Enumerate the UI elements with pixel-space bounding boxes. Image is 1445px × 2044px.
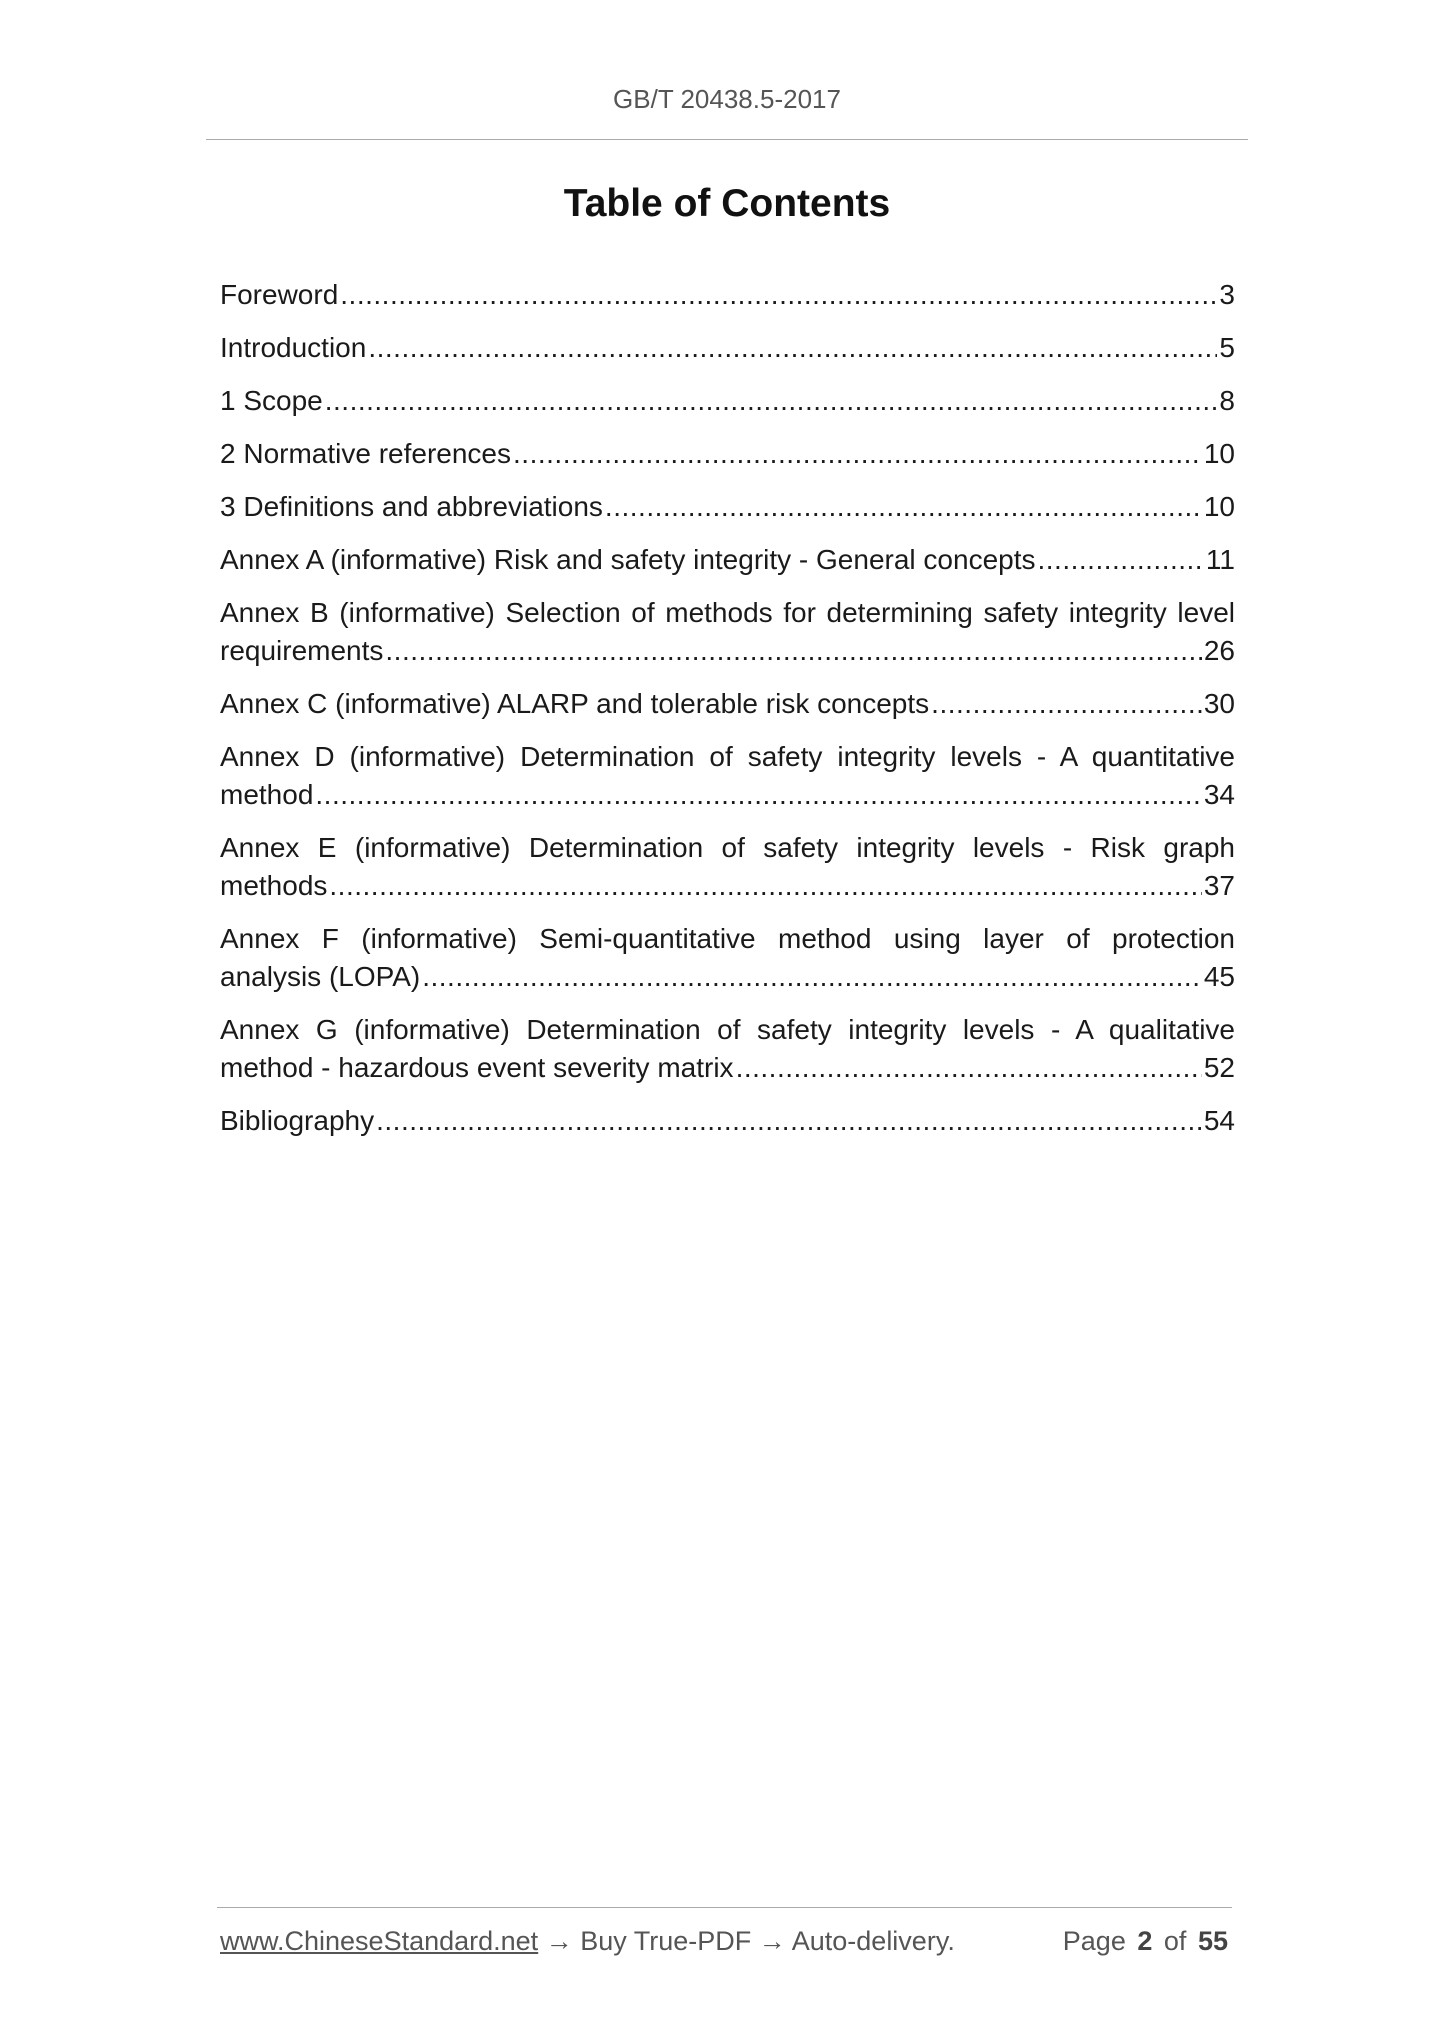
toc-entry-title: 3 Definitions and abbreviations bbox=[220, 491, 603, 522]
toc-leader-dots bbox=[605, 488, 1202, 526]
toc-entry-title: Annex C (informative) ALARP and tolerable risk concepts bbox=[220, 688, 930, 719]
toc-entry-annex-f[interactable] bbox=[220, 920, 1235, 996]
toc-page-number: 10 bbox=[1203, 438, 1235, 469]
toc-entry-title-line1: Annex B (informative) Selection of methods for determining safety integrity level bbox=[220, 597, 1235, 628]
toc-entry-title-line1: Annex G (informative) Determination of safety integrity levels - A qualitative bbox=[220, 1014, 1235, 1045]
toc-leader-dots bbox=[513, 435, 1202, 473]
toc-page-number: 8 bbox=[1219, 385, 1235, 416]
toc-entry-title: Annex A (informative) Risk and safety integrity - General concepts bbox=[220, 544, 1036, 575]
footer-divider bbox=[217, 1907, 1232, 1908]
toc-entry-title: 2 Normative references bbox=[220, 438, 512, 469]
toc-leader-dots bbox=[931, 685, 1202, 723]
toc-leader-dots bbox=[376, 1102, 1202, 1140]
toc-page-number: 3 bbox=[1219, 279, 1235, 310]
toc-leader-dots bbox=[340, 276, 1217, 314]
toc-page-number: 10 bbox=[1203, 491, 1235, 522]
toc-entry-title-line2: methods bbox=[220, 870, 328, 901]
toc-entry-title: Foreword bbox=[220, 279, 339, 310]
toc-entry-title-line2: requirements bbox=[220, 635, 384, 666]
total-page-count: 55 bbox=[1197, 1926, 1228, 1956]
toc-entry-introduction[interactable] bbox=[220, 329, 1235, 367]
toc-entry-title-line1: Annex E (informative) Determination of safety integrity levels - Risk graph bbox=[220, 832, 1235, 863]
page-footer bbox=[220, 1926, 1228, 1957]
footer-site-link[interactable]: www.ChineseStandard.net bbox=[220, 1926, 539, 1956]
toc-page-number: 45 bbox=[1203, 961, 1235, 992]
toc-page-number: 52 bbox=[1203, 1052, 1235, 1083]
page-label: Page bbox=[1062, 1926, 1126, 1956]
toc-page-number: 30 bbox=[1203, 688, 1235, 719]
toc-entry-foreword[interactable] bbox=[220, 276, 1235, 314]
toc-leader-dots bbox=[385, 632, 1201, 670]
toc-page-number: 5 bbox=[1219, 332, 1235, 363]
toc-entry-annex-c[interactable] bbox=[220, 685, 1235, 723]
toc-entry-annex-a[interactable] bbox=[220, 541, 1235, 579]
toc-entry-annex-d[interactable] bbox=[220, 738, 1235, 814]
toc-entry-scope[interactable] bbox=[220, 382, 1235, 420]
toc-entry-title: Bibliography bbox=[220, 1105, 375, 1136]
toc-page-number: 37 bbox=[1203, 870, 1235, 901]
toc-leader-dots bbox=[736, 1049, 1202, 1087]
toc-page-number: 11 bbox=[1205, 544, 1235, 575]
header-divider bbox=[206, 139, 1248, 140]
current-page-number: 2 bbox=[1137, 1926, 1153, 1956]
toc-entry-bibliography[interactable] bbox=[220, 1102, 1235, 1140]
of-label: of bbox=[1163, 1926, 1187, 1956]
toc-leader-dots bbox=[368, 329, 1217, 367]
toc-entry-annex-g[interactable] bbox=[220, 1011, 1235, 1087]
toc-page-number: 26 bbox=[1203, 635, 1235, 666]
toc-entry-title-line1: Annex D (informative) Determination of safety integrity levels - A quantitative bbox=[220, 741, 1235, 772]
toc-entry-title: Introduction bbox=[220, 332, 367, 363]
toc-leader-dots bbox=[315, 776, 1201, 814]
footer-tagline: → Buy True-PDF → Auto-delivery. bbox=[538, 1926, 955, 1956]
table-of-contents bbox=[220, 276, 1235, 1155]
toc-leader-dots bbox=[1038, 541, 1204, 579]
page-title: Table of Contents bbox=[563, 182, 891, 225]
toc-leader-dots bbox=[325, 382, 1218, 420]
document-id-header: GB/T 20438.5-2017 bbox=[613, 84, 841, 114]
toc-leader-dots bbox=[422, 958, 1202, 996]
toc-page-number: 34 bbox=[1203, 779, 1235, 810]
toc-entry-title-line2: method bbox=[220, 779, 314, 810]
toc-entry-normative-references[interactable] bbox=[220, 435, 1235, 473]
toc-entry-title: 1 Scope bbox=[220, 385, 323, 416]
toc-leader-dots bbox=[329, 867, 1201, 905]
toc-entry-title-line1: Annex F (informative) Semi-quantitative method using layer of protection bbox=[220, 923, 1235, 954]
toc-entry-annex-e[interactable] bbox=[220, 829, 1235, 905]
toc-page-number: 54 bbox=[1203, 1105, 1235, 1136]
toc-entry-title-line2: method - hazardous event severity matrix bbox=[220, 1052, 734, 1083]
toc-entry-definitions[interactable] bbox=[220, 488, 1235, 526]
page-indicator bbox=[1059, 1926, 1228, 1957]
toc-entry-title-line2: analysis (LOPA) bbox=[220, 961, 421, 992]
toc-entry-annex-b[interactable] bbox=[220, 594, 1235, 670]
footer-promo bbox=[220, 1926, 955, 1957]
